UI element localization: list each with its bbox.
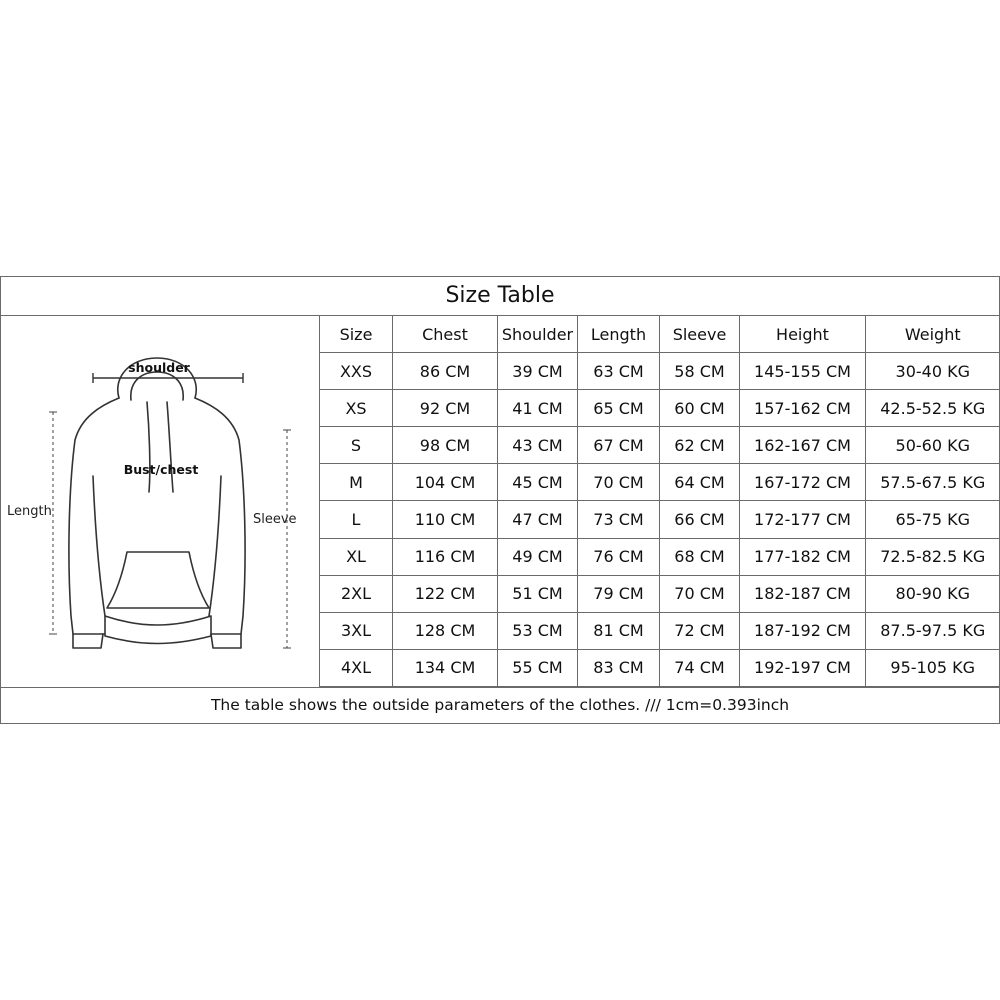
table-cell: 64 CM [660, 464, 740, 501]
size-chart [0, 276, 1000, 724]
table-header-row [320, 316, 1000, 353]
table-cell: 41 CM [498, 390, 578, 427]
header-size: Size [320, 316, 393, 353]
table-row [320, 353, 1000, 390]
table-cell: 104 CM [393, 464, 498, 501]
table-cell: 72.5-82.5 KG [866, 538, 1000, 575]
hoodie-outline-icon [1, 316, 319, 686]
table-cell: 172-177 CM [740, 501, 866, 538]
table-cell: 65 CM [578, 390, 660, 427]
table-cell: 128 CM [393, 612, 498, 649]
table-cell: 182-187 CM [740, 575, 866, 612]
length-label: Length [7, 504, 52, 519]
header-shoulder: Shoulder [498, 316, 578, 353]
table-cell: 55 CM [498, 649, 578, 686]
table-cell: 43 CM [498, 427, 578, 464]
sleeve-label: Sleeve [253, 512, 297, 527]
table-cell: 3XL [320, 612, 393, 649]
bust-label: Bust/chest [123, 462, 199, 477]
table-cell: 67 CM [578, 427, 660, 464]
table-cell: 68 CM [660, 538, 740, 575]
table-cell: S [320, 427, 393, 464]
table-cell: XL [320, 538, 393, 575]
table-body [320, 353, 1000, 687]
table-cell: 162-167 CM [740, 427, 866, 464]
table-cell: 87.5-97.5 KG [866, 612, 1000, 649]
table-cell: 45 CM [498, 464, 578, 501]
table-cell: 122 CM [393, 575, 498, 612]
table-cell: 50-60 KG [866, 427, 1000, 464]
shoulder-label: shoulder [128, 360, 190, 375]
table-cell: 57.5-67.5 KG [866, 464, 1000, 501]
table-cell: 4XL [320, 649, 393, 686]
table-row [320, 538, 1000, 575]
table-cell: 58 CM [660, 353, 740, 390]
table-cell: 42.5-52.5 KG [866, 390, 1000, 427]
table-cell: 73 CM [578, 501, 660, 538]
table-cell: 110 CM [393, 501, 498, 538]
table-cell: 49 CM [498, 538, 578, 575]
table-cell: 30-40 KG [866, 353, 1000, 390]
table-cell: 80-90 KG [866, 575, 1000, 612]
chart-title: Size Table [1, 277, 999, 316]
table-row [320, 575, 1000, 612]
table-cell: 53 CM [498, 612, 578, 649]
table-cell: 92 CM [393, 390, 498, 427]
footer-note: The table shows the outside parameters of the clothes. /// 1cm=0.393inch [1, 687, 999, 724]
header-sleeve: Sleeve [660, 316, 740, 353]
header-height: Height [740, 316, 866, 353]
table-cell: 60 CM [660, 390, 740, 427]
table-cell: 62 CM [660, 427, 740, 464]
table-row [320, 427, 1000, 464]
table-cell: 39 CM [498, 353, 578, 390]
header-chest: Chest [393, 316, 498, 353]
table-cell: 134 CM [393, 649, 498, 686]
measurement-diagram [1, 316, 319, 686]
table-cell: 187-192 CM [740, 612, 866, 649]
table-cell: 74 CM [660, 649, 740, 686]
table-cell: 2XL [320, 575, 393, 612]
table-cell: 65-75 KG [866, 501, 1000, 538]
table-cell: XS [320, 390, 393, 427]
table-cell: 95-105 KG [866, 649, 1000, 686]
table-cell: 51 CM [498, 575, 578, 612]
table-cell: 70 CM [578, 464, 660, 501]
table-row [320, 390, 1000, 427]
table-cell: 116 CM [393, 538, 498, 575]
size-table [319, 316, 1000, 687]
table-cell: XXS [320, 353, 393, 390]
table-cell: 63 CM [578, 353, 660, 390]
table-cell: 47 CM [498, 501, 578, 538]
table-row [320, 649, 1000, 686]
table-cell: 177-182 CM [740, 538, 866, 575]
table-row [320, 612, 1000, 649]
table-cell: 81 CM [578, 612, 660, 649]
table-cell: 98 CM [393, 427, 498, 464]
table-cell: 157-162 CM [740, 390, 866, 427]
table-cell: 145-155 CM [740, 353, 866, 390]
table-cell: 66 CM [660, 501, 740, 538]
table-cell: L [320, 501, 393, 538]
table-row [320, 501, 1000, 538]
table-cell: 167-172 CM [740, 464, 866, 501]
table-cell: 192-197 CM [740, 649, 866, 686]
table-cell: 79 CM [578, 575, 660, 612]
table-cell: 70 CM [660, 575, 740, 612]
table-cell: 76 CM [578, 538, 660, 575]
table-cell: M [320, 464, 393, 501]
header-weight: Weight [866, 316, 1000, 353]
table-cell: 86 CM [393, 353, 498, 390]
table-cell: 83 CM [578, 649, 660, 686]
table-cell: 72 CM [660, 612, 740, 649]
table-row [320, 464, 1000, 501]
header-length: Length [578, 316, 660, 353]
